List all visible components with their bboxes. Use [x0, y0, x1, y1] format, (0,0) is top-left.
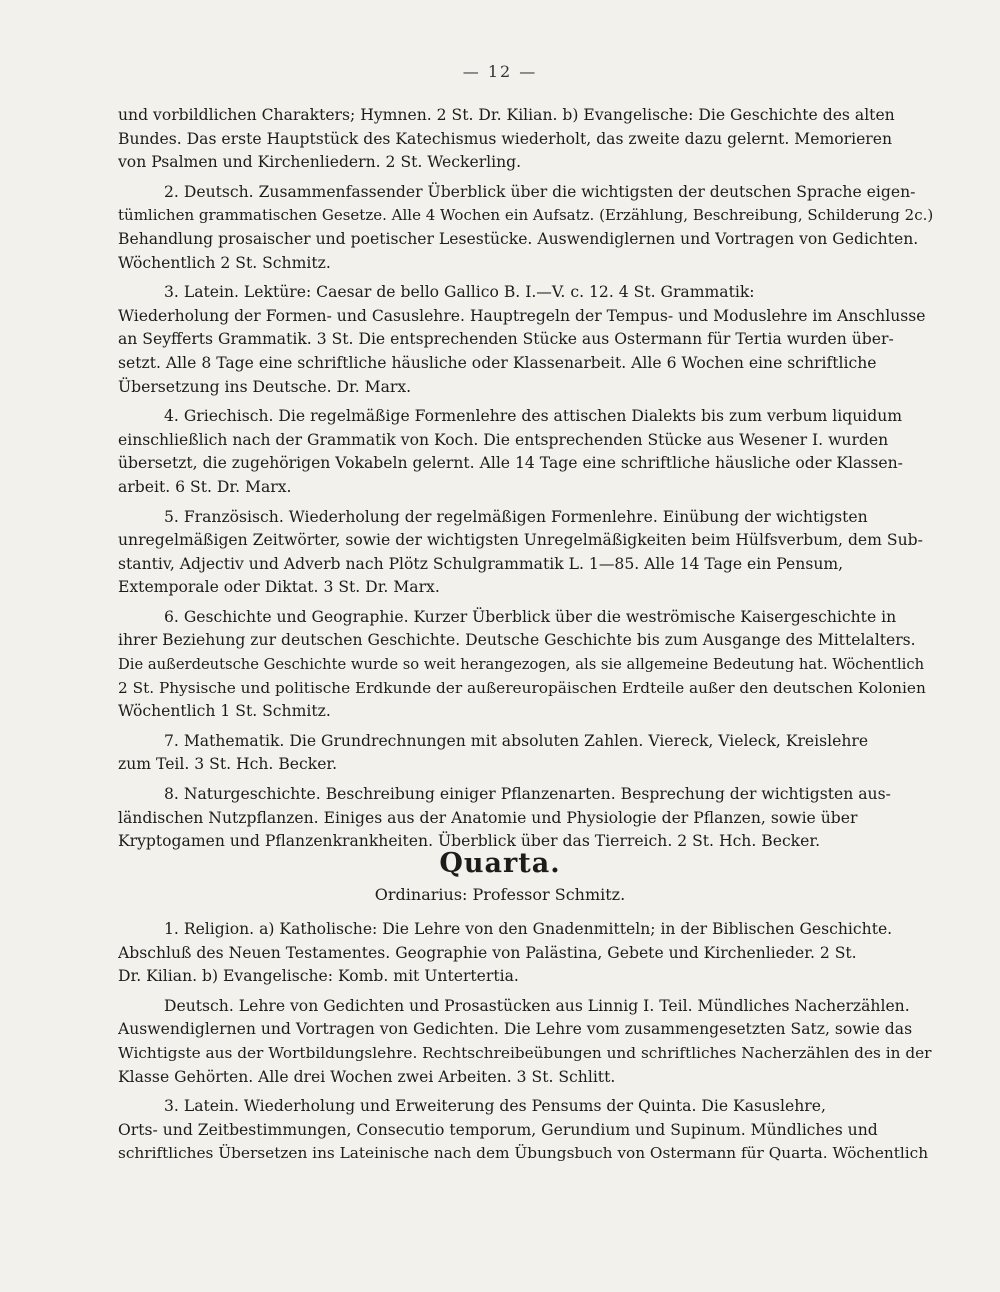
text-line: Wöchentlich 2 St. Schmitz. — [118, 253, 331, 272]
text-line: Orts- und Zeitbestimmungen, Consecutio temporum, Gerundium und Supinum. Mündliches und — [118, 1120, 878, 1139]
text-line: schriftliches Übersetzen ins Lateinische nach dem Übungsbuch von Ostermann für Quarta. Wöchentlich — [118, 1144, 929, 1163]
text-line: stantiv, Adjectiv und Adverb nach Plötz Schulgrammatik L. 1—85. Alle 14 Tage ein Pensum, — [118, 554, 844, 573]
text-line: 1. Religion. a) Katholische: Die Lehre von den Gnadenmitteln; in der Biblischen Geschichte. — [164, 920, 893, 938]
text-line: von Psalmen und Kirchenliedern. 2 St. Weckerling. — [118, 153, 522, 172]
text-line: 4. Griechisch. Die regelmäßige Formenlehre des attischen Dialekts bis zum verbum liquidum — [164, 407, 903, 426]
text-line: ländischen Nutzpflanzen. Einiges aus der Anatomie und Physiologie der Pflanzen, sowie über — [118, 808, 858, 827]
text-line: Kryptogamen und Pflanzenkrankheiten. Überblick über das Tierreich. 2 St. Hch. Becker. — [118, 832, 821, 851]
text-line: Die außerdeutsche Geschichte wurde so weit herangezogen, als sie allgemeine Bedeutung hat. Wöchentlich — [118, 656, 925, 674]
text-line: Abschluß des Neuen Testamentes. Geographie von Palästina, Gebete und Kirchenlieder. 2 St. — [118, 943, 857, 962]
text-line: Auswendiglernen und Vortragen von Gedichten. Die Lehre vom zusammengesetzten Satz, sowie das — [118, 1020, 913, 1039]
page-number: — 12 — — [462, 62, 538, 81]
text-line: und vorbildlichen Charakters; Hymnen. 2 St. Dr. Kilian. b) Evangelische: Die Geschichte des alten — [118, 106, 895, 124]
text-line: unregelmäßigen Zeitwörter, sowie der wichtigsten Unregelmäßigkeiten beim Hülfsverbum, dem Sub- — [118, 531, 923, 550]
text-line: ihrer Beziehung zur deutschen Geschichte. Deutsche Geschichte bis zum Ausgange des Mittelalters. — [118, 631, 916, 650]
text-line: zum Teil. 3 St. Hch. Becker. — [118, 755, 338, 774]
section-quarta — [118, 918, 934, 1166]
text-line: Behandlung prosaischer und poetischer Lesestücke. Auswendiglernen und Vortragen von Gedichten. — [118, 229, 919, 248]
text-line: 7. Mathematik. Die Grundrechnungen mit absoluten Zahlen. Viereck, Vieleck, Kreislehre — [164, 731, 869, 750]
text-line: tümlichen grammatischen Gesetze. Alle 4 Wochen ein Aufsatz. (Erzählung, Beschreibung, Schilderung 2c.) — [118, 206, 934, 225]
text-line: arbeit. 6 St. Dr. Marx. — [118, 477, 292, 496]
text-line: Übersetzung ins Deutsche. Dr. Marx. — [118, 377, 412, 396]
section-heading-quarta: Quarta. — [439, 848, 561, 879]
text-line: übersetzt, die zugehörigen Vokabeln gelernt. Alle 14 Tage eine schriftliche häusliche oder Klassen- — [118, 454, 903, 473]
text-line: 3. Latein. Lektüre: Caesar de bello Gallico B. I.—V. c. 12. 4 St. Grammatik: — [164, 283, 755, 302]
ordinarius-line: Ordinarius: Professor Schmitz. — [374, 885, 626, 904]
text-line: 6. Geschichte und Geographie. Kurzer Überblick über die weströmische Kaisergeschichte in — [164, 607, 897, 626]
text-line: 3. Latein. Wiederholung und Erweiterung des Pensums der Quinta. Die Kasuslehre, — [164, 1097, 826, 1116]
section-tertia-continued — [118, 104, 934, 854]
text-line: 5. Französisch. Wiederholung der regelmäßigen Formenlehre. Einübung der wichtigsten — [164, 507, 868, 526]
text-line: 2. Deutsch. Zusammenfassender Überblick über die wichtigsten der deutschen Sprache eigen- — [164, 182, 916, 201]
text-line: 2 St. Physische und politische Erdkunde der außereuropäischen Erdteile außer den deutschen Kolonien — [118, 678, 926, 697]
text-line: Klasse Gehörten. Alle drei Wochen zwei Arbeiten. 3 St. Schlitt. — [118, 1067, 616, 1086]
text-line: setzt. Alle 8 Tage eine schriftliche häusliche oder Klassenarbeit. Alle 6 Wochen eine schriftliche — [118, 353, 877, 372]
text-line: 8. Naturgeschichte. Beschreibung einiger Pflanzenarten. Besprechung der wichtigsten aus- — [164, 785, 891, 804]
text-line: Wichtigste aus der Wortbildungslehre. Rechtschreibeübungen und schriftliches Nacherzählen des in der — [118, 1043, 932, 1062]
text-line: Extemporale oder Diktat. 3 St. Dr. Marx. — [118, 578, 440, 597]
text-line: Dr. Kilian. b) Evangelische: Komb. mit Untertertia. — [118, 967, 519, 986]
text-line: Wiederholung der Formen- und Casuslehre. Hauptregeln der Tempus- und Moduslehre im Anschlusse — [118, 306, 926, 325]
text-line: an Seyfferts Grammatik. 3 St. Die entsprechenden Stücke aus Ostermann für Tertia wurden über- — [118, 330, 894, 349]
text-line: Wöchentlich 1 St. Schmitz. — [118, 702, 331, 721]
text-line: einschließlich nach der Grammatik von Koch. Die entsprechenden Stücke aus Wesener I. wurden — [118, 430, 889, 449]
text-line: Deutsch. Lehre von Gedichten und Prosastücken aus Linnig I. Teil. Mündliches Nacherzählen. — [164, 996, 910, 1015]
text-line: Bundes. Das erste Hauptstück des Katechismus wiederholt, das zweite dazu gelernt. Memorieren — [118, 129, 893, 148]
